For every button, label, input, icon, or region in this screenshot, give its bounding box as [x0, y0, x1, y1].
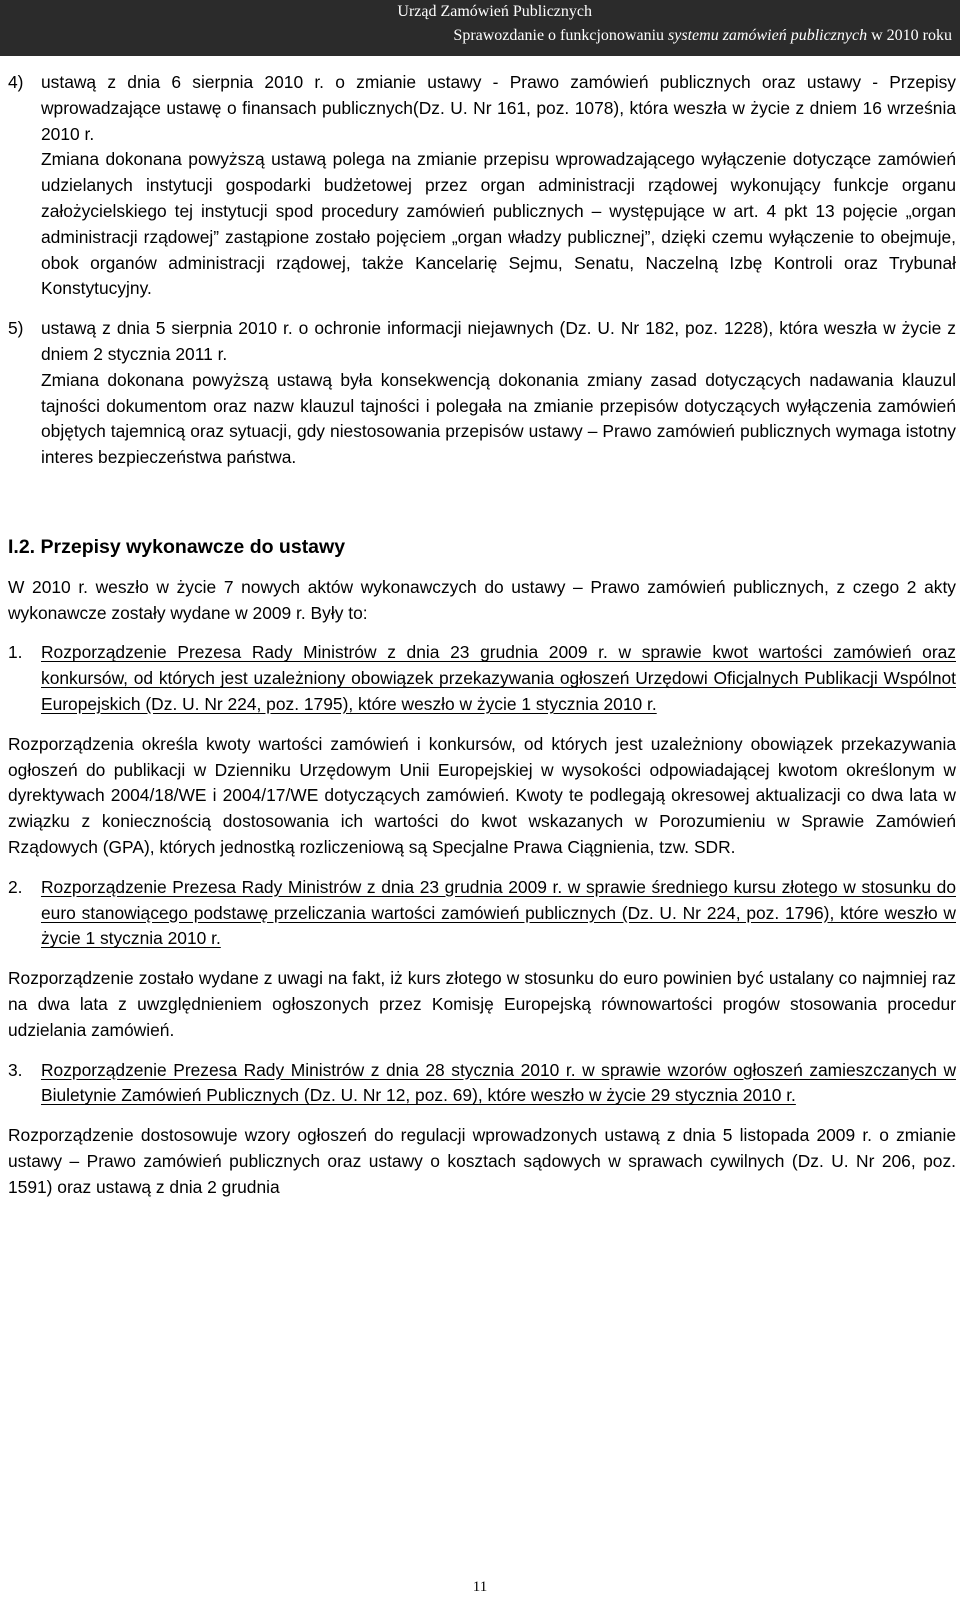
act-description: Rozporządzenie zostało wydane z uwagi na fakt, iż kurs złotego w stosunku do euro powinien być ustalany co najmniej raz na dwa lata z uwzględnieniem ogłoszonych przez Komisję Europejską równowartości progów stosowania procedur udzielania zamówień. — [8, 968, 956, 1040]
act-title: Rozporządzenie Prezesa Rady Ministrów z dnia 23 grudnia 2009 r. w sprawie średniego kursu złotego w stosunku do euro stanowiącego podstawę przeliczania wartości zamówień publicznych (Dz. U. Nr 224, poz. 1796), które weszło w życie 1 stycznia 2010 r. — [41, 876, 956, 949]
item-title: ustawą z dnia 5 sierpnia 2010 r. o ochronie informacji niejawnych (Dz. U. Nr 182, poz. 1228), która weszła w życie z dniem 2 stycznia 2011 r. — [41, 318, 956, 364]
act-number: 2. — [8, 876, 23, 897]
amendment-item-5 — [8, 316, 956, 368]
act-title: Rozporządzenie Prezesa Rady Ministrów z dnia 28 stycznia 2010 r. w sprawie wzorów ogłoszeń zamieszczanych w Biuletynie Zamówień Publicznych (Dz. U. Nr 12, poz. 69), które weszło w życie 29 stycznia 2010 r. — [41, 1059, 956, 1106]
act-description: Rozporządzenia określa kwoty wartości zamówień i konkursów, od których jest uzależniony obowiązek przekazywania ogłoszeń do publikacji w Dzienniku Urzędowym Unii Europejskiej w wysokości odpowiadającej kwotom określonym w dyrektywach 2004/18/WE i 2004/17/WE dotyczących zamówień. Kwoty te podlegają okresowej aktualizacji co dwa lata w związku z koniecznością dostosowania ich wartości do kwot wskazanych w Porozumieniu w Sprawie Zamówień Rządowych (GPA), których jednostką rozliczeniową są Specjalne Prawa Ciągnienia, tzw. SDR. — [8, 733, 956, 857]
act-number: 3. — [8, 1059, 23, 1080]
page-header — [0, 0, 960, 56]
act-item-3 — [8, 1058, 956, 1110]
item-number: 5) — [8, 318, 24, 339]
section-heading: I.2. Przepisy wykonawcze do ustawy — [8, 535, 346, 558]
document-body — [8, 70, 956, 1200]
section-intro: W 2010 r. weszło w życie 7 nowych aktów wykonawczych do ustawy – Prawo zamówień publicznych, z czego 2 akty wykonawcze zostały wydane w 2009 r. Były to: — [8, 576, 956, 623]
item-title: ustawą z dnia 6 sierpnia 2010 r. o zmianie ustawy - Prawo zamówień publicznych oraz ustawy - Przepisy wprowadzające ustawę o finansach publicznych(Dz. U. Nr 161, poz. 1078), która weszła w życie z dniem 16 września 2010 r. — [41, 72, 956, 144]
header-institution: Urząd Zamówień Publicznych — [397, 3, 592, 20]
act-title: Rozporządzenie Prezesa Rady Ministrów z dnia 23 grudnia 2009 r. w sprawie kwot wartości zamówień oraz konkursów, od których jest uzależniony obowiązek przekazywania ogłoszeń Urzędowi Oficjalnych Publikacji Wspólnot Europejskich (Dz. U. Nr 224, poz. 1795), które weszło w życie 1 stycznia 2010 r. — [41, 642, 956, 714]
item-number: 4) — [8, 72, 24, 92]
act-description: Rozporządzenie dostosowuje wzory ogłoszeń do regulacji wprowadzonych ustawą z dnia 5 listopada 2009 r. o zmianie ustawy – Prawo zamówień publicznych oraz ustawy o kosztach sądowych w sprawach cywilnych (Dz. U. Nr 206, poz. 1591) oraz ustawą z dnia 2 grudnia — [8, 1125, 956, 1197]
act-number: 1. — [8, 642, 23, 663]
act-item-1 — [8, 640, 956, 717]
page-number: 11 — [472, 1579, 488, 1595]
item-description: Zmiana dokonana powyższą ustawą była konsekwencją dokonania zmiany zasad dotyczących nadawania klauzul tajności dokumentom oraz nazw klauzul tajności i polegała na zmianie przepisów dotyczących wyłączenia zamówień objętych tajemnicą oraz sytuacji, gdy niestosowania przepisów ustawy – Prawo zamówień publicznych wymaga istotny interes bezpieczeństwa państwa. — [41, 369, 956, 468]
header-report-title: Sprawozdanie o funkcjonowaniu systemu zamówień publicznych w 2010 roku — [453, 27, 952, 44]
item-description: Zmiana dokonana powyższą ustawą polega na zmianie przepisu wprowadzającego wyłączenie dotyczące zamówień udzielanych instytucji gospodarki budżetowej przez organ administracji rządowej wykonujący funkcje organu założycielskiego tej instytucji spod procedury zamówień publicznych – występujące w art. 4 pkt 13 pojęcie „organ administracji rządowej” zastąpione zostało pojęciem „organ władzy publicznej”, dzięki czemu wyłączenie to obejmuje, obok organów administracji rządowej, także Kancelarię Sejmu, Senatu, Naczelną Izbę Kontroli oraz Trybunał Konstytucyjny. — [41, 149, 956, 299]
act-item-2 — [8, 875, 956, 952]
amendment-item-4 — [8, 70, 956, 147]
